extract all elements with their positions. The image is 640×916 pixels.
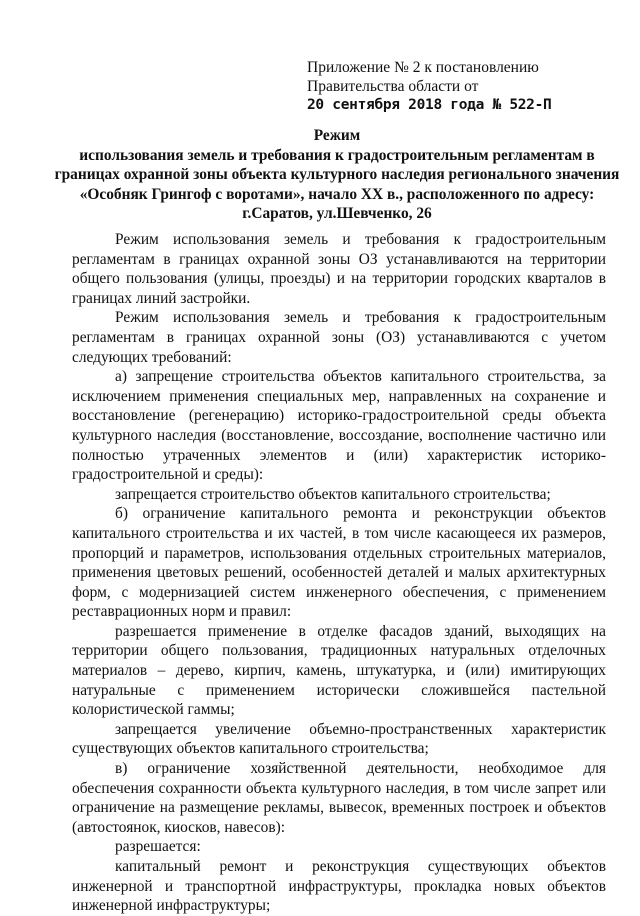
paragraph: разрешается применение в отделке фасадов зданий, выходящих на территории общего пользования, традиционных натуральных отделочных материалов – дерево, кирпич, камень, штукатурка, и (или) имитирующих натуральные с применением исторически сложившейся пастельной колористической гаммы; <box>72 622 606 719</box>
appendix-date-number: 20 сентября 2018 года № 522-П <box>307 97 552 113</box>
paragraph: разрешается: <box>115 838 201 856</box>
paragraph: Режим использования земель и требования к градостроительным регламентам в границах охранной зоны (ОЗ) устанавливаются с учетом следующих требований: <box>72 309 606 366</box>
document-body <box>72 230 606 916</box>
appendix-header <box>307 58 607 115</box>
appendix-line-1: Приложение № 2 к постановлению <box>307 59 539 76</box>
document-title <box>48 126 626 224</box>
paragraph: в) ограничение хозяйственной деятельности, необходимое для обеспечения сохранности объекта культурного наследия, в том числе запрет или ограничение на размещение рекламы, вывесок, временных построек и объектов (автостоянок, киосков, навесов): <box>72 760 606 836</box>
paragraph: запрещается увеличение объемно-пространственных характеристик существующих объектов капитального строительства; <box>72 720 606 758</box>
paragraph: б) ограничение капитального ремонта и реконструкции объектов капитального строительства и их частей, в том числе касающееся их размеров, пропорций и параметров, использования отдельных строительных материалов, применения цветовых решений, особенностей деталей и малых архитектурных форм, с модернизацией систем инженерного обеспечения, с применением реставрационных норм и правил: <box>72 505 606 621</box>
paragraph: Режим использования земель и требования к градостроительным регламентам в границах охранной зоны ОЗ устанавливаются на территории общего пользования (улицы, проезды) и на территории городских кварталов в границах линий застройки. <box>72 231 606 307</box>
paragraph: а) запрещение строительства объектов капитального строительства, за исключением применения специальных мер, направленных на сохранение и восстановление (регенерацию) историко-градостроительной среды объекта культурного наследия (восстановление, воссоздание, восполнение частично или полностью утраченных элементов и (или) характеристик историко-градостроительной и среды): <box>72 368 606 484</box>
title-main: Режим <box>313 127 361 144</box>
paragraph: капитальный ремонт и реконструкция существующих объектов инженерной и транспортной инфраструктуры, прокладка новых объектов инженерной инфраструктуры; <box>72 858 606 915</box>
appendix-line-2: Правительства области от <box>307 78 479 95</box>
title-subtitle: использования земель и требования к градостроительным регламентам в границах охранной зоны объекта культурного наследия регионального значения «Особняк Грингоф с воротами», начало XX в., расположенного по адресу: г.Саратов, ул.Шевченко, 26 <box>54 146 620 222</box>
paragraph: запрещается строительство объектов капитального строительства; <box>115 485 551 503</box>
